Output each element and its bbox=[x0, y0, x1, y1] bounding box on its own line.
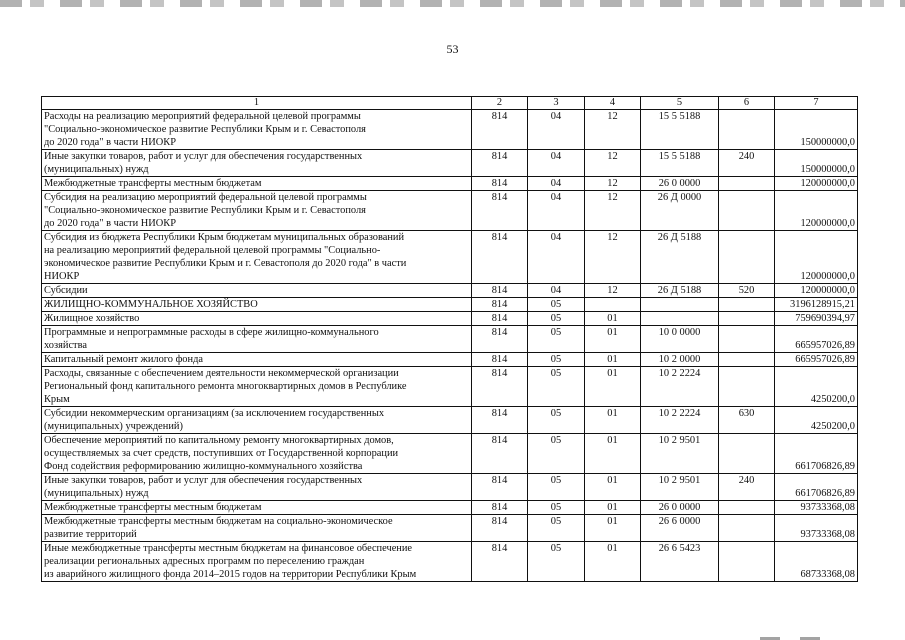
table-row bbox=[42, 501, 858, 515]
row-rz-cell: 05 bbox=[528, 326, 585, 353]
row-name-cell: Иные межбюджетные трансферты местным бюджетам на финансовое обеспечение реализации региональных адресных программ по переселению граждан из аварийного жилищного фонда 2014–2015 годов на территории Республики Крым bbox=[42, 542, 472, 582]
row-amount-cell: 150000000,0 bbox=[775, 110, 858, 150]
row-name-cell: Расходы, связанные с обеспечением деятельности некоммерческой организации Региональный фонд капитального ремонта многоквартирных домов в Республике Крым bbox=[42, 367, 472, 407]
row-rz-cell: 05 bbox=[528, 407, 585, 434]
row-gr-cell: 814 bbox=[472, 284, 528, 298]
row-name-cell: Иные закупки товаров, работ и услуг для обеспечения государственных (муниципальных) нужд bbox=[42, 474, 472, 501]
row-csr-cell: 26 0 0000 bbox=[641, 501, 719, 515]
row-name-cell: Субсидия из бюджета Республики Крым бюджетам муниципальных образований на реализацию мероприятий федеральной целевой программы "Социально- экономическое развитие Республики Крым и г. Севастополя до 2020 года" в части НИОКР bbox=[42, 231, 472, 284]
row-name-cell: Субсидия на реализацию мероприятий федеральной целевой программы "Социально-экономическое развитие Республики Крым и г. Севастополя до 2020 года" в части НИОКР bbox=[42, 191, 472, 231]
header-col-7: 7 bbox=[775, 97, 858, 110]
table-row bbox=[42, 515, 858, 542]
row-name-cell: Жилищное хозяйство bbox=[42, 312, 472, 326]
row-rz-cell: 05 bbox=[528, 312, 585, 326]
row-vr-cell bbox=[719, 501, 775, 515]
row-vr-cell: 630 bbox=[719, 407, 775, 434]
row-vr-cell: 240 bbox=[719, 150, 775, 177]
header-col-5: 5 bbox=[641, 97, 719, 110]
header-col-3: 3 bbox=[528, 97, 585, 110]
row-rz-cell: 05 bbox=[528, 367, 585, 407]
row-pr-cell: 12 bbox=[585, 191, 641, 231]
row-gr-cell: 814 bbox=[472, 407, 528, 434]
table-row bbox=[42, 353, 858, 367]
row-amount-cell: 93733368,08 bbox=[775, 515, 858, 542]
header-col-2: 2 bbox=[472, 97, 528, 110]
row-pr-cell: 12 bbox=[585, 231, 641, 284]
row-vr-cell bbox=[719, 542, 775, 582]
table-row bbox=[42, 177, 858, 191]
row-gr-cell: 814 bbox=[472, 434, 528, 474]
row-amount-cell: 661706826,89 bbox=[775, 434, 858, 474]
row-csr-cell: 10 2 2224 bbox=[641, 407, 719, 434]
row-amount-cell: 68733368,08 bbox=[775, 542, 858, 582]
row-gr-cell: 814 bbox=[472, 353, 528, 367]
row-vr-cell bbox=[719, 191, 775, 231]
row-amount-cell: 120000000,0 bbox=[775, 177, 858, 191]
row-pr-cell: 12 bbox=[585, 150, 641, 177]
table-row bbox=[42, 474, 858, 501]
row-vr-cell bbox=[719, 353, 775, 367]
table-row bbox=[42, 298, 858, 312]
row-rz-cell: 05 bbox=[528, 515, 585, 542]
row-pr-cell: 01 bbox=[585, 353, 641, 367]
row-name-cell: Межбюджетные трансферты местным бюджетам bbox=[42, 501, 472, 515]
row-csr-cell: 10 2 2224 bbox=[641, 367, 719, 407]
row-vr-cell bbox=[719, 434, 775, 474]
row-amount-cell: 759690394,97 bbox=[775, 312, 858, 326]
row-pr-cell: 01 bbox=[585, 434, 641, 474]
row-amount-cell: 3196128915,21 bbox=[775, 298, 858, 312]
row-pr-cell: 01 bbox=[585, 326, 641, 353]
row-gr-cell: 814 bbox=[472, 367, 528, 407]
row-rz-cell: 05 bbox=[528, 474, 585, 501]
row-rz-cell: 04 bbox=[528, 110, 585, 150]
row-pr-cell: 12 bbox=[585, 284, 641, 298]
table-row bbox=[42, 326, 858, 353]
row-pr-cell: 01 bbox=[585, 367, 641, 407]
row-gr-cell: 814 bbox=[472, 501, 528, 515]
row-amount-cell: 661706826,89 bbox=[775, 474, 858, 501]
row-vr-cell bbox=[719, 231, 775, 284]
table-row bbox=[42, 434, 858, 474]
row-name-cell: Обеспечение мероприятий по капитальному ремонту многоквартирных домов, осуществляемых за счет средств, поступивших от Государственной корпорации Фонд содействия реформированию жилищно-коммунального хозяйства bbox=[42, 434, 472, 474]
row-rz-cell: 05 bbox=[528, 434, 585, 474]
row-pr-cell bbox=[585, 298, 641, 312]
row-rz-cell: 05 bbox=[528, 353, 585, 367]
row-amount-cell: 120000000,0 bbox=[775, 284, 858, 298]
row-csr-cell bbox=[641, 298, 719, 312]
row-vr-cell bbox=[719, 326, 775, 353]
row-csr-cell: 26 6 5423 bbox=[641, 542, 719, 582]
row-pr-cell: 01 bbox=[585, 501, 641, 515]
row-vr-cell bbox=[719, 367, 775, 407]
row-name-cell: Межбюджетные трансферты местным бюджетам bbox=[42, 177, 472, 191]
row-pr-cell: 12 bbox=[585, 110, 641, 150]
row-rz-cell: 04 bbox=[528, 284, 585, 298]
row-csr-cell bbox=[641, 312, 719, 326]
header-col-1: 1 bbox=[42, 97, 472, 110]
table-row bbox=[42, 407, 858, 434]
row-gr-cell: 814 bbox=[472, 231, 528, 284]
row-pr-cell: 01 bbox=[585, 542, 641, 582]
page-number: 53 bbox=[446, 42, 459, 56]
row-csr-cell: 26 Д 0000 bbox=[641, 191, 719, 231]
row-pr-cell: 01 bbox=[585, 312, 641, 326]
scan-top-edge bbox=[0, 0, 905, 7]
row-rz-cell: 04 bbox=[528, 150, 585, 177]
row-rz-cell: 04 bbox=[528, 177, 585, 191]
row-rz-cell: 05 bbox=[528, 501, 585, 515]
row-pr-cell: 12 bbox=[585, 177, 641, 191]
row-vr-cell bbox=[719, 177, 775, 191]
table-row bbox=[42, 231, 858, 284]
row-amount-cell: 120000000,0 bbox=[775, 231, 858, 284]
row-amount-cell: 4250200,0 bbox=[775, 367, 858, 407]
row-csr-cell: 26 Д 5188 bbox=[641, 284, 719, 298]
row-csr-cell: 10 2 0000 bbox=[641, 353, 719, 367]
row-rz-cell: 05 bbox=[528, 298, 585, 312]
row-vr-cell bbox=[719, 298, 775, 312]
row-name-cell: Иные закупки товаров, работ и услуг для обеспечения государственных (муниципальных) нужд bbox=[42, 150, 472, 177]
row-name-cell: Субсидии некоммерческим организациям (за исключением государственных (муниципальных) учреждений) bbox=[42, 407, 472, 434]
row-gr-cell: 814 bbox=[472, 326, 528, 353]
row-csr-cell: 10 0 0000 bbox=[641, 326, 719, 353]
table-row bbox=[42, 312, 858, 326]
table-row bbox=[42, 542, 858, 582]
row-rz-cell: 05 bbox=[528, 542, 585, 582]
row-amount-cell: 120000000,0 bbox=[775, 191, 858, 231]
row-csr-cell: 26 0 0000 bbox=[641, 177, 719, 191]
row-gr-cell: 814 bbox=[472, 110, 528, 150]
table-row bbox=[42, 367, 858, 407]
row-gr-cell: 814 bbox=[472, 191, 528, 231]
table-row bbox=[42, 284, 858, 298]
row-rz-cell: 04 bbox=[528, 191, 585, 231]
row-name-cell: Программные и непрограммные расходы в сфере жилищно-коммунального хозяйства bbox=[42, 326, 472, 353]
table-row bbox=[42, 110, 858, 150]
row-amount-cell: 150000000,0 bbox=[775, 150, 858, 177]
row-vr-cell: 240 bbox=[719, 474, 775, 501]
row-csr-cell: 10 2 9501 bbox=[641, 434, 719, 474]
row-gr-cell: 814 bbox=[472, 177, 528, 191]
row-gr-cell: 814 bbox=[472, 474, 528, 501]
header-col-4: 4 bbox=[585, 97, 641, 110]
row-gr-cell: 814 bbox=[472, 150, 528, 177]
row-name-cell: ЖИЛИЩНО-КОММУНАЛЬНОЕ ХОЗЯЙСТВО bbox=[42, 298, 472, 312]
row-csr-cell: 26 Д 5188 bbox=[641, 231, 719, 284]
row-rz-cell: 04 bbox=[528, 231, 585, 284]
row-vr-cell bbox=[719, 110, 775, 150]
row-amount-cell: 4250200,0 bbox=[775, 407, 858, 434]
row-amount-cell: 665957026,89 bbox=[775, 353, 858, 367]
row-gr-cell: 814 bbox=[472, 542, 528, 582]
header-col-6: 6 bbox=[719, 97, 775, 110]
row-csr-cell: 10 2 9501 bbox=[641, 474, 719, 501]
table-row bbox=[42, 150, 858, 177]
row-csr-cell: 15 5 5188 bbox=[641, 110, 719, 150]
table-row bbox=[42, 191, 858, 231]
row-name-cell: Расходы на реализацию мероприятий федеральной целевой программы "Социально-экономическое развитие Республики Крым и г. Севастополя до 2020 года" в части НИОКР bbox=[42, 110, 472, 150]
row-name-cell: Капитальный ремонт жилого фонда bbox=[42, 353, 472, 367]
row-name-cell: Межбюджетные трансферты местным бюджетам на социально-экономическое развитие территорий bbox=[42, 515, 472, 542]
row-pr-cell: 01 bbox=[585, 407, 641, 434]
table-header-row bbox=[42, 97, 858, 110]
row-pr-cell: 01 bbox=[585, 515, 641, 542]
row-amount-cell: 93733368,08 bbox=[775, 501, 858, 515]
row-pr-cell: 01 bbox=[585, 474, 641, 501]
row-vr-cell bbox=[719, 312, 775, 326]
row-amount-cell: 665957026,89 bbox=[775, 326, 858, 353]
row-csr-cell: 26 6 0000 bbox=[641, 515, 719, 542]
row-gr-cell: 814 bbox=[472, 312, 528, 326]
row-gr-cell: 814 bbox=[472, 515, 528, 542]
row-name-cell: Субсидии bbox=[42, 284, 472, 298]
row-gr-cell: 814 bbox=[472, 298, 528, 312]
budget-table bbox=[41, 96, 858, 582]
row-vr-cell bbox=[719, 515, 775, 542]
row-csr-cell: 15 5 5188 bbox=[641, 150, 719, 177]
row-vr-cell: 520 bbox=[719, 284, 775, 298]
